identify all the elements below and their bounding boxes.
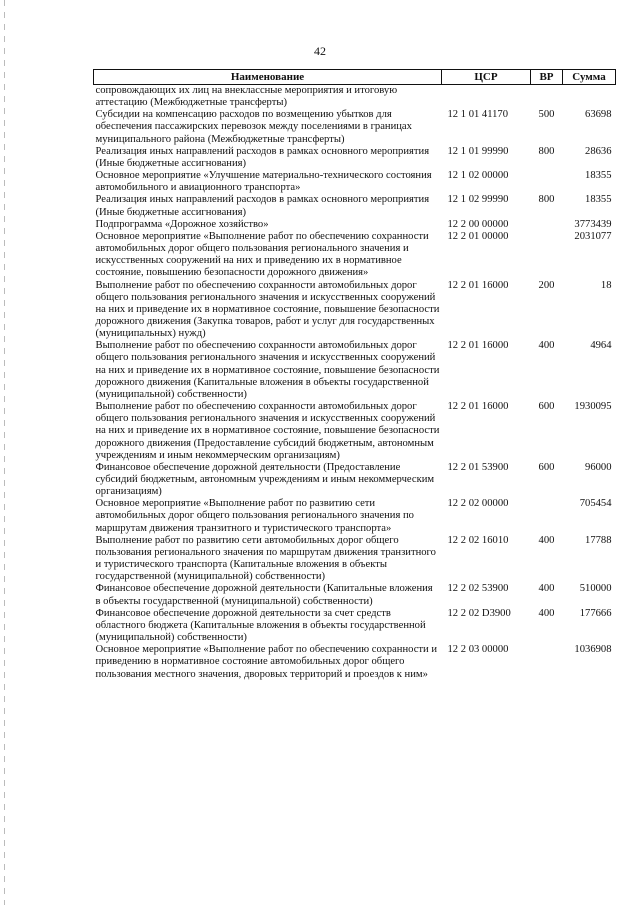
row-sum: 2031077 (574, 230, 612, 242)
row-name: Выполнение работ по обеспечению сохранности автомобильных дорог общего пользования регионального значения и искусственных сооружений на них и приведение их в нормативное состояние, повышение безопасности дорожного движения (Капитальные вложения в объекты государственной (муниципальной) собственности) (95, 340, 440, 400)
row-csr: 12 1 01 99990 (447, 145, 509, 157)
header-csr: ЦСР (442, 70, 531, 85)
row-sum: 4964 (590, 340, 612, 352)
row-sum: 18355 (585, 194, 612, 206)
table-header-row (94, 70, 616, 85)
row-vr: 400 (538, 583, 555, 595)
row-sum: 705454 (579, 498, 612, 510)
table-row (94, 146, 616, 170)
row-csr: 12 2 01 00000 (447, 230, 509, 242)
row-csr (442, 85, 531, 110)
row-name: Выполнение работ по развитию сети автомобильных дорог общего пользования регионального значения по маршрутам движения транзитного и туристического транспорта (Капитальные вложения в объекты государственной (муниципальной) собственности) (95, 534, 436, 583)
row-name: Основное мероприятие «Выполнение работ по обеспечению сохранности и приведению в нормативное состояние автомобильных дорог общего пользования местного значения, дворовых территорий и проездов к ним» (95, 644, 438, 680)
table-row (94, 109, 616, 145)
row-csr: 12 1 02 00000 (447, 170, 509, 182)
row-csr: 12 2 02 D3900 (447, 607, 511, 619)
row-csr: 12 2 01 16000 (447, 340, 509, 352)
row-csr: 12 1 01 41170 (447, 109, 509, 121)
table-row (94, 583, 616, 607)
row-sum: 17788 (585, 534, 612, 546)
row-csr: 12 2 01 53900 (447, 461, 509, 473)
scan-margin-line (4, 0, 5, 905)
row-csr: 12 2 02 53900 (447, 583, 509, 595)
row-vr (531, 644, 563, 680)
row-csr: 12 2 02 16010 (447, 534, 509, 546)
row-vr (531, 170, 563, 194)
row-vr: 400 (538, 340, 555, 352)
row-name: Финансовое обеспечение дорожной деятельности (Капитальные вложения в объекты государственной (муниципальной) собственности) (95, 583, 433, 607)
row-name: Реализация иных направлений расходов в рамках основного мероприятия (Иные бюджетные ассигнования) (95, 145, 430, 169)
table-row (94, 170, 616, 194)
row-sum: 1036908 (574, 644, 612, 656)
row-name: Финансовое обеспечение дорожной деятельности за счет средств областного бюджета (Капитальные вложения в объекты государственной (муниципальной) собственности) (95, 607, 426, 644)
row-name: Основное мероприятие «Выполнение работ по развитию сети автомобильных дорог общего пользования регионального значения по маршрутам движения транзитного и туристического транспорта» (95, 498, 414, 534)
table-row (94, 608, 616, 644)
row-name: Выполнение работ по обеспечению сохранности автомобильных дорог общего пользования регионального значения и искусственных сооружений на них и приведение их в нормативное состояние, повышение безопасности дорожного движения (Предоставление субсидий бюджетным, автономным учреждениям и иным некоммерческим организациям) (95, 401, 440, 461)
row-vr (531, 219, 563, 231)
row-sum: 96000 (585, 461, 612, 473)
table-row (94, 231, 616, 280)
row-vr (531, 231, 563, 280)
row-vr: 800 (538, 145, 555, 157)
table-row (94, 401, 616, 462)
row-vr: 400 (538, 607, 555, 619)
header-vr: ВР (531, 70, 563, 85)
row-sum: 63698 (585, 109, 612, 121)
row-csr: 12 2 00 00000 (447, 218, 509, 230)
row-vr: 400 (538, 534, 555, 546)
row-name: Финансовое обеспечение дорожной деятельности (Предоставление субсидий бюджетным, автономным учреждениям и иным некоммерческим организациям) (95, 461, 435, 498)
row-sum (563, 85, 616, 110)
row-csr: 12 2 02 00000 (447, 498, 509, 510)
row-name: Выполнение работ по обеспечению сохранности автомобильных дорог общего пользования регионального значения и искусственных сооружений на них и приведение их в нормативное состояние, повышение безопасности дорожного движения (Закупка товаров, работ и услуг для государственных (муниципальных) нужд) (95, 279, 440, 340)
row-sum: 3773439 (574, 218, 612, 230)
table-row (94, 644, 616, 680)
table-row (94, 535, 616, 584)
row-name: Основное мероприятие «Выполнение работ по обеспечению сохранности автомобильных дорог общего пользования регионального значения и искусственных сооружений на них и приведению их в нормативное состояние, повышению безопасности дорожного движения» (95, 230, 429, 279)
row-vr (531, 498, 563, 534)
budget-table (93, 69, 616, 681)
table-row (94, 85, 616, 110)
row-sum: 510000 (579, 583, 612, 595)
row-csr: 12 2 03 00000 (447, 644, 509, 656)
row-vr: 600 (538, 401, 555, 413)
row-name: Основное мероприятие «Улучшение материально-технического состояния автомобильного и авиационного транспорта» (95, 170, 432, 194)
row-sum: 28636 (585, 145, 612, 157)
table-row (94, 498, 616, 534)
row-vr: 800 (538, 194, 555, 206)
table-row (94, 219, 616, 231)
table-row (94, 280, 616, 341)
row-vr (531, 85, 563, 110)
row-sum: 1930095 (574, 401, 612, 413)
row-vr: 500 (538, 109, 555, 121)
table-row (94, 340, 616, 401)
row-csr: 12 1 02 99990 (447, 194, 509, 206)
row-csr: 12 2 01 16000 (447, 401, 509, 413)
row-sum: 18355 (585, 170, 612, 182)
row-csr: 12 2 01 16000 (447, 279, 509, 291)
table-row (94, 194, 616, 218)
row-vr: 200 (538, 279, 555, 291)
header-name: Наименование (94, 70, 442, 85)
table-row (94, 462, 616, 498)
row-name: Подпрограмма «Дорожное хозяйство» (95, 218, 269, 230)
page-number: 42 (314, 44, 326, 58)
row-vr: 600 (538, 461, 555, 473)
row-name: Реализация иных направлений расходов в рамках основного мероприятия (Иные бюджетные ассигнования) (95, 194, 430, 218)
row-name: Субсидии на компенсацию расходов по возмещению убытков для обеспечения пассажирских перевозок между поселениями в границах муниципального района (Межбюджетные трансферты) (95, 109, 412, 145)
row-sum: 18 (600, 279, 612, 291)
header-sum: Сумма (563, 70, 616, 85)
row-name: сопровождающих их лиц на внеклассные мероприятия и итоговую аттестацию (Межбюджетные трансферты) (95, 85, 398, 109)
row-sum: 177666 (579, 607, 612, 619)
